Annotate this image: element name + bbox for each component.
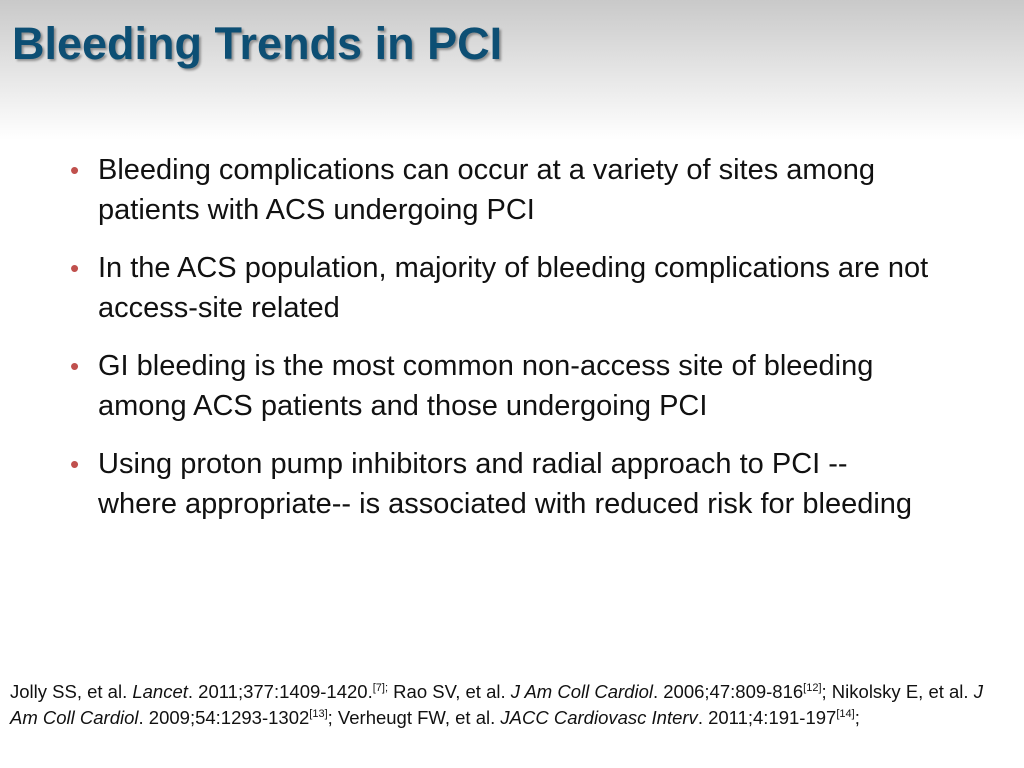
bullet-text: Bleeding complications can occur at a variety of sites among patients with ACS undergoing PCI (98, 154, 875, 226)
reference-details: . 2006;47:809-816 (652, 681, 804, 702)
bullet-text: In the ACS population, majority of bleeding complications are not access-site related (98, 252, 929, 324)
slide-title: Bleeding Trends in PCI (12, 18, 503, 69)
bullet-marker-icon: • (70, 253, 80, 283)
reference-details: . 2009;54:1293-1302 (138, 707, 310, 728)
bullet-marker-icon: • (70, 449, 80, 479)
reference-journal: J Am Coll Cardiol (510, 681, 653, 702)
reference-details: . 2011;377:1409-1420. (187, 681, 373, 702)
reference-citation: [12] (803, 681, 822, 694)
bullet-item (70, 150, 930, 230)
reference-journal: J Am Coll Cardiol (10, 681, 983, 728)
bullet-text: GI bleeding is the most common non-access site of bleeding among ACS patients and those undergoing PCI (98, 350, 874, 422)
reference-journal: Lancet (132, 681, 188, 702)
reference-authors: Jolly SS, et al. (10, 681, 133, 702)
reference-authors: ; Verheugt FW, et al. (327, 707, 501, 728)
reference-details: . 2011;4:191-197 (697, 707, 837, 728)
bullet-item (70, 248, 930, 328)
reference-journal: JACC Cardiovasc Interv (500, 707, 698, 728)
reference-tail: ; (854, 707, 860, 728)
reference-citation: [14] (836, 707, 855, 720)
bullet-text: Using proton pump inhibitors and radial approach to PCI -- where appropriate-- is associated with reduced risk for bleeding (98, 448, 913, 520)
bullet-marker-icon: • (70, 155, 80, 185)
bullet-list (70, 150, 930, 542)
references (10, 679, 1010, 731)
reference-citation: [7]; (372, 681, 389, 694)
reference-citation: [13] (309, 707, 328, 720)
reference-authors: ; Nikolsky E, et al. (821, 681, 974, 702)
bullet-item (70, 346, 930, 426)
reference-authors: Rao SV, et al. (388, 681, 511, 702)
bullet-item (70, 444, 930, 524)
bullet-marker-icon: • (70, 351, 80, 381)
